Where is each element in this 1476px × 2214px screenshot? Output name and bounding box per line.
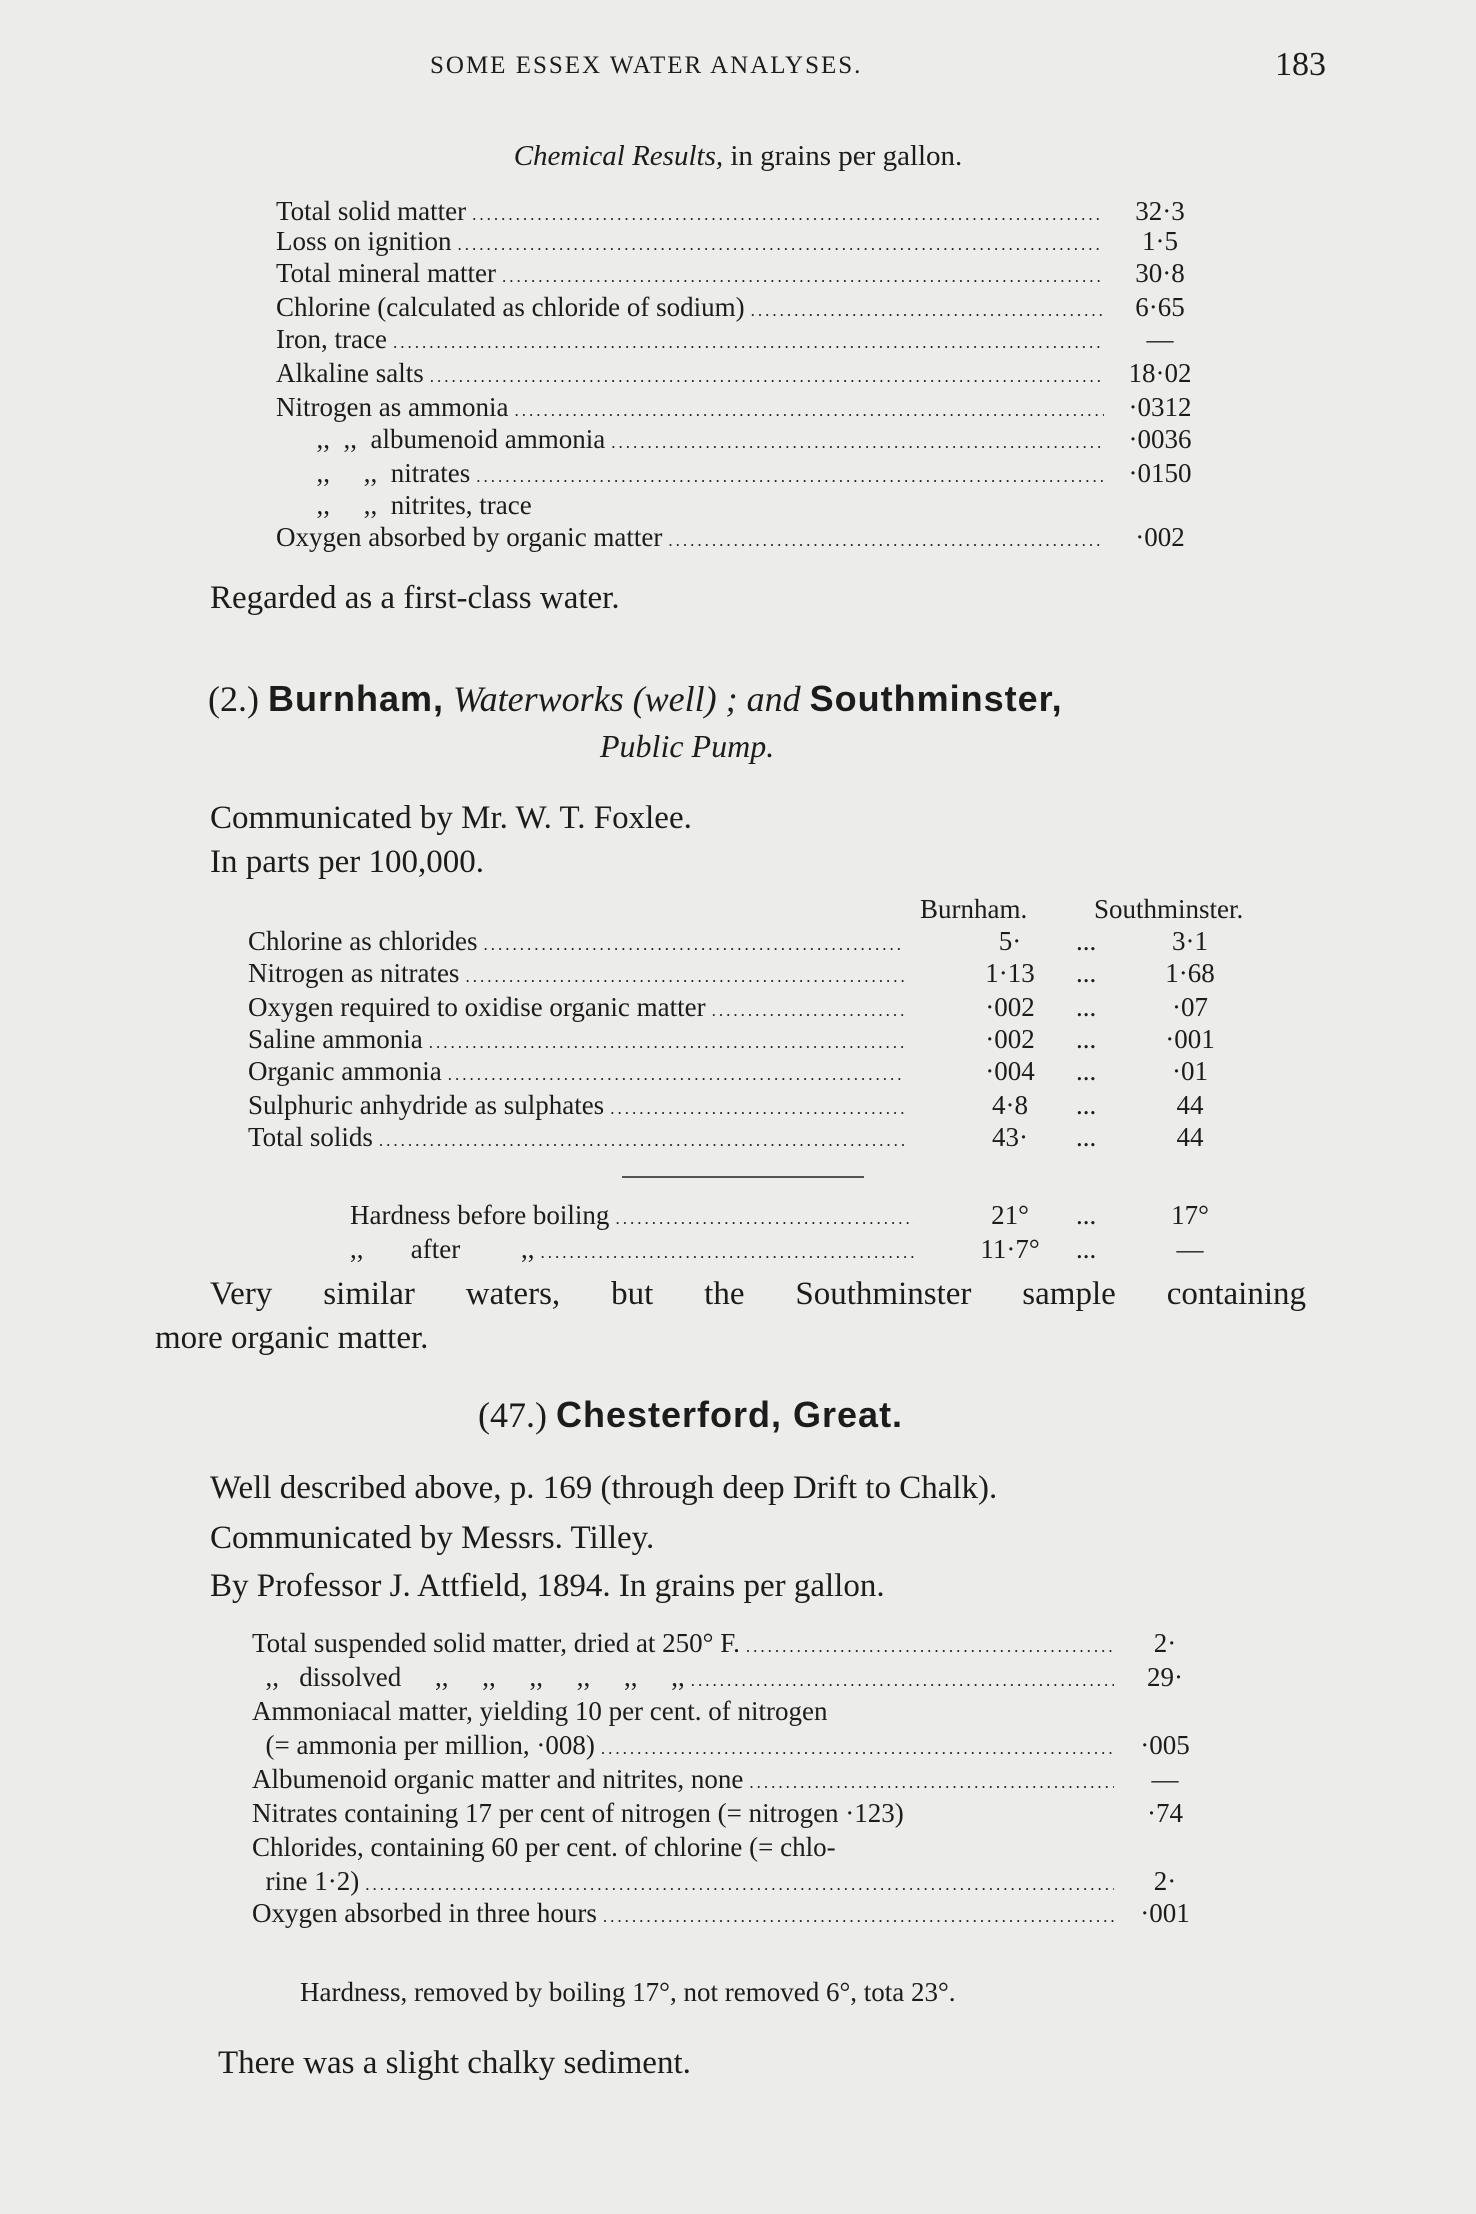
southminster-hardness: 17° — [1171, 1200, 1209, 1230]
row-value: ·0312 — [1128, 392, 1192, 422]
dot-leader — [472, 205, 1104, 225]
section1-note: Regarded as a first-class water. — [210, 580, 620, 616]
row-label: Chlorine (calculated as chloride of sodium) — [276, 292, 745, 322]
chemical-results-row — [276, 226, 1210, 257]
row-label: Total solids — [248, 1122, 373, 1152]
row-value: 1·5 — [1142, 226, 1178, 256]
dot-leader — [611, 433, 1104, 453]
row-value: 32·3 — [1135, 196, 1185, 226]
dot-leader — [465, 967, 904, 987]
southminster-value: ·001 — [1165, 1024, 1215, 1054]
row-label: Organic ammonia — [248, 1056, 442, 1086]
section3-sediment: There was a slight chalky sediment. — [218, 2045, 691, 2081]
dot-leader — [379, 1131, 904, 1151]
dot-leader — [601, 1739, 1114, 1759]
attfield-analysis-row — [252, 1798, 1210, 1829]
row-label: ,, ,, nitrates — [276, 458, 471, 488]
dot-leader — [429, 1033, 904, 1053]
attfield-analysis-row — [252, 1628, 1210, 1659]
burnham-value: ·004 — [985, 1056, 1035, 1086]
southminster-value: 44 — [1176, 1090, 1204, 1120]
section2-conclusion-line1: Very similar waters, but the Southminster sample containing — [210, 1276, 1306, 1312]
column-separator: ... — [1076, 1234, 1097, 1264]
caption-italic: Chemical Results, — [513, 140, 724, 172]
column-separator: ... — [1076, 1090, 1097, 1120]
row-label: Total suspended solid matter, dried at 250° F. — [252, 1628, 740, 1658]
column-separator: ... — [1076, 926, 1097, 956]
attfield-analysis-row — [252, 1832, 1210, 1863]
row-label: Ammoniacal matter, yielding 10 per cent. of nitrogen — [252, 1696, 828, 1726]
section2-units: In parts per 100,000. — [210, 844, 485, 880]
row-label: ,, dissolved ,, ,, ,, ,, ,, ,, — [252, 1662, 685, 1692]
attfield-analysis-row — [252, 1730, 1210, 1761]
dot-leader — [751, 301, 1104, 321]
dot-leader — [448, 1065, 904, 1085]
burnham-southminster-row — [248, 926, 910, 957]
section3-heading — [478, 1394, 903, 1436]
hardness-row — [350, 1234, 920, 1265]
burnham-hardness: 11·7° — [980, 1234, 1040, 1264]
section3-line1: Well described above, p. 169 (through deep Drift to Chalk). — [210, 1470, 998, 1506]
chemical-results-row — [276, 490, 1210, 521]
dot-leader — [393, 333, 1104, 353]
column-separator: ... — [1076, 1056, 1097, 1086]
dot-leader — [430, 367, 1104, 387]
chemical-results-row — [276, 392, 1210, 423]
burnham-value: ·002 — [985, 992, 1035, 1022]
section2-communicated: Communicated by Mr. W. T. Foxlee. — [210, 800, 692, 836]
burnham-southminster-row — [248, 1024, 910, 1055]
row-label: Alkaline salts — [276, 358, 424, 388]
row-value: 18·02 — [1128, 358, 1192, 388]
southminster-value: ·07 — [1172, 992, 1208, 1022]
row-value: 30·8 — [1135, 258, 1185, 288]
section3-hardness: Hardness, removed by boiling 17°, not removed 6°, tota 23°. — [300, 1977, 956, 2007]
section2-italic1: Waterworks (well) ; — [453, 679, 738, 719]
section2-heading — [208, 678, 1063, 720]
section2-subheading — [600, 728, 774, 765]
chemical-results-row — [276, 196, 1210, 227]
burnham-southminster-row — [248, 1056, 910, 1087]
section2-place1: Burnham, — [267, 678, 444, 719]
attfield-analysis-row — [252, 1662, 1210, 1693]
attfield-analysis-row — [252, 1764, 1210, 1795]
row-label: Iron, trace — [276, 324, 387, 354]
chemical-results-row — [276, 292, 1210, 323]
burnham-southminster-row — [248, 1122, 910, 1153]
chemical-results-caption — [0, 140, 1476, 173]
row-label: rine 1·2) — [252, 1866, 360, 1896]
column-separator: ... — [1076, 1200, 1097, 1230]
hardness-row — [350, 1200, 920, 1231]
row-value: — — [1151, 1764, 1179, 1794]
section2-and: and — [746, 679, 801, 719]
southminster-value: 3·1 — [1172, 926, 1208, 956]
row-value: ·001 — [1140, 1898, 1190, 1928]
dot-leader — [603, 1907, 1114, 1927]
southminster-value: 1·68 — [1165, 958, 1215, 988]
row-label: Nitrogen as ammonia — [276, 392, 509, 422]
row-value: 29· — [1147, 1662, 1183, 1692]
row-label: Chlorine as chlorides — [248, 926, 478, 956]
burnham-value: 1·13 — [985, 958, 1035, 988]
chemical-results-row — [276, 324, 1210, 355]
row-value: ·002 — [1135, 522, 1185, 552]
row-label: ,, after ,, — [350, 1234, 535, 1264]
col-head-southminster: Southminster. — [1094, 894, 1244, 924]
dot-leader — [365, 1875, 1114, 1895]
attfield-analysis-row — [252, 1898, 1210, 1929]
row-value: 6·65 — [1135, 292, 1185, 322]
dot-leader — [749, 1773, 1114, 1793]
dot-leader — [712, 1001, 904, 1021]
southminster-value: 44 — [1176, 1122, 1204, 1152]
attfield-analysis-row — [252, 1696, 1210, 1727]
dot-leader — [514, 401, 1104, 421]
row-label: Oxygen absorbed in three hours — [252, 1898, 597, 1928]
burnham-southminster-row — [248, 958, 910, 989]
chemical-results-row — [276, 258, 1210, 289]
row-label: Saline ammonia — [248, 1024, 423, 1054]
row-value: ·005 — [1140, 1730, 1190, 1760]
section2-italic2: Public Pump. — [600, 728, 775, 764]
column-separator: ... — [1076, 958, 1097, 988]
row-label: Chlorides, containing 60 per cent. of chlorine (= chlo- — [252, 1832, 836, 1862]
dot-leader — [483, 935, 904, 955]
dot-leader — [610, 1099, 904, 1119]
row-label: Nitrates containing 17 per cent of nitrogen (= nitrogen ·123) — [252, 1798, 904, 1828]
southminster-value: ·01 — [1172, 1056, 1208, 1086]
row-label: Total solid matter — [276, 196, 467, 226]
section2-number: (2.) — [208, 679, 259, 719]
row-value: 2· — [1153, 1866, 1177, 1896]
row-value: 2· — [1153, 1628, 1177, 1658]
chemical-results-row — [276, 458, 1210, 489]
dot-leader — [502, 267, 1104, 287]
row-label: Sulphuric anhydride as sulphates — [248, 1090, 605, 1120]
burnham-value: ·002 — [985, 1024, 1035, 1054]
running-header — [430, 46, 1326, 83]
dot-leader — [746, 1637, 1114, 1657]
chemical-results-row — [276, 358, 1210, 389]
row-label: (= ammonia per million, ·008) — [252, 1730, 595, 1760]
col-head-burnham: Burnham. — [920, 894, 1028, 924]
dot-leader — [615, 1209, 914, 1229]
dot-leader — [458, 235, 1104, 255]
page-number: 183 — [1275, 46, 1326, 83]
row-label: ,, ,, albumenoid ammonia — [276, 424, 606, 454]
row-label: Oxygen absorbed by organic matter — [276, 522, 663, 552]
row-label: Nitrogen as nitrates — [248, 958, 460, 988]
row-value: ·74 — [1147, 1798, 1183, 1828]
column-separator: ... — [1076, 1024, 1097, 1054]
row-label: Loss on ignition — [276, 226, 452, 256]
table-rule — [622, 1176, 864, 1178]
row-value: — — [1146, 324, 1174, 354]
caption-rest: in grains per gallon. — [723, 140, 963, 172]
section3-place: Chesterford, Great. — [555, 1394, 904, 1435]
row-label: Albumenoid organic matter and nitrites, none — [252, 1764, 744, 1794]
attfield-analysis-row — [252, 1866, 1210, 1897]
column-separator: ... — [1076, 1122, 1097, 1152]
burnham-value: 5· — [998, 926, 1022, 956]
burnham-southminster-row — [248, 992, 910, 1023]
row-label: Oxygen required to oxidise organic matter — [248, 992, 706, 1022]
row-label: Hardness before boiling — [350, 1200, 610, 1230]
row-value: ·0036 — [1128, 424, 1192, 454]
running-title: SOME ESSEX WATER ANALYSES. — [430, 52, 863, 79]
row-label: ,, ,, nitrites, trace — [276, 490, 532, 520]
dot-leader — [476, 467, 1104, 487]
burnham-hardness: 21° — [991, 1200, 1029, 1230]
section2-place2: Southminster, — [809, 678, 1063, 719]
southminster-hardness: — — [1176, 1234, 1204, 1264]
row-value: ·0150 — [1128, 458, 1192, 488]
section3-number: (47.) — [478, 1395, 547, 1435]
dot-leader — [540, 1243, 914, 1263]
section3-line2: Communicated by Messrs. Tilley. — [210, 1520, 655, 1556]
dot-leader — [691, 1671, 1114, 1691]
row-label: Total mineral matter — [276, 258, 497, 288]
chemical-results-row — [276, 424, 1210, 455]
dot-leader — [668, 531, 1104, 551]
burnham-southminster-row — [248, 1090, 910, 1121]
burnham-value: 43· — [992, 1122, 1028, 1152]
section2-conclusion-line2: more organic matter. — [155, 1320, 429, 1356]
burnham-value: 4·8 — [992, 1090, 1028, 1120]
chemical-results-row — [276, 522, 1210, 553]
column-separator: ... — [1076, 992, 1097, 1022]
section3-line3: By Professor J. Attfield, 1894. In grains per gallon. — [210, 1568, 885, 1604]
